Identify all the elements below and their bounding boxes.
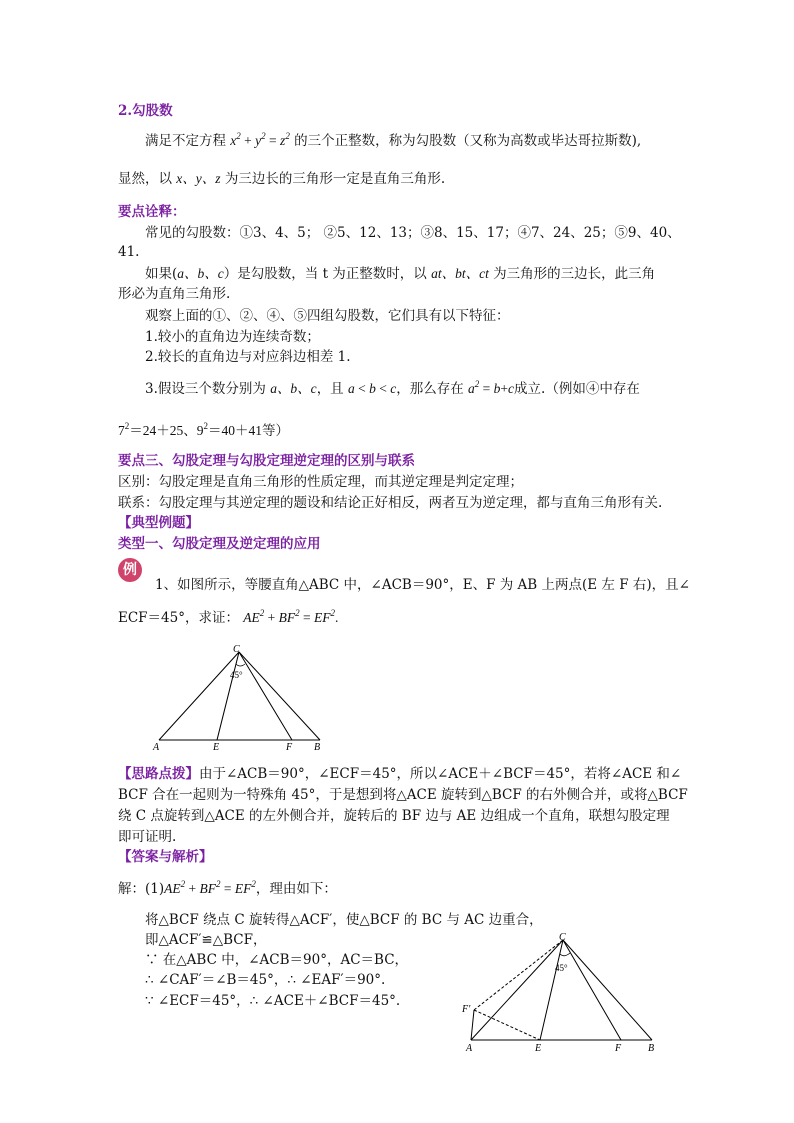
text: 显然，以 — [118, 171, 172, 187]
figure-triangle — [150, 640, 350, 752]
paragraph-line: 41. — [118, 244, 140, 260]
text: ）是勾股数，当 t 为正整数时，以 — [223, 266, 427, 282]
paragraph-line: 形必为直角三角形. — [118, 286, 231, 302]
label-angle: 45° — [230, 670, 243, 680]
label-C: C — [559, 932, 566, 943]
equation: $7^2=24+25$、$9^2=40+41$ — [118, 420, 262, 438]
question-line: ECF＝45°，求证： $AE^2 + BF^2 = EF^2$. — [118, 607, 339, 626]
paragraph-line: 观察上面的①、②、④、⑤四组勾股数，它们具有以下特征： — [145, 308, 510, 324]
hint-line: 绕 C 点旋转到△ACE 的左外侧合并，旋转后的 BF 边与 AE 边组成一个直角，联想勾股定理 — [118, 808, 670, 824]
text: 满足不定方程 — [145, 133, 226, 149]
label-F-prime: F′ — [462, 1004, 471, 1015]
label-A: A — [466, 1043, 473, 1052]
equation: $a^2 = b+c$ — [468, 378, 515, 396]
type-title: 类型一、勾股定理及逆定理的应用 — [118, 536, 321, 552]
text: ，理由如下： — [255, 881, 337, 897]
solution-line: ∵ 在△ABC 中，∠ACB＝90°，AC＝BC， — [145, 952, 409, 968]
paragraph-line: 1.较小的直角边为连续奇数； — [145, 329, 320, 345]
hint-line — [118, 765, 681, 783]
text: 解：(1) — [118, 881, 165, 897]
examples-title: 【典型例题】 — [118, 515, 199, 531]
hint-line: BCF 合在一起则为一特殊角 45°，于是想到将△ACE 旋转到△BCF 的右外侧合并，或将△BCF — [118, 787, 688, 803]
text: 的三个正整数，称为勾股数（又称为高数或毕达哥拉斯数), — [294, 133, 642, 149]
solution-line: ∵ ∠ECF＝45°，∴ ∠ACE＋∠BCF＝45°. — [145, 993, 401, 1009]
paragraph-line: 区别：勾股定理是直角三角形的性质定理，而其逆定理是判定定理； — [118, 474, 523, 490]
text: 3.假设三个数分别为 — [145, 381, 266, 397]
question-line: 1、如图所示，等腰直角△ABC 中，∠ACB＝90°，E、F 为 AB 上两点(E 左 F 右)，且∠ — [155, 577, 690, 593]
answer-label: 【答案与解析】 — [118, 849, 213, 865]
paragraph-line: 联系：勾股定理与其逆定理的题设和结论正好相反，两者互为逆定理，都与直角三角形有关. — [118, 495, 663, 511]
label-angle: 45° — [555, 963, 568, 973]
label-F: F — [286, 742, 293, 752]
paragraph-line — [118, 170, 445, 188]
equation: $AE^2 + BF^2 = EF^2$ — [164, 878, 256, 896]
section-title: 要点三、勾股定理与勾股定理逆定理的区别与联系 — [118, 453, 415, 469]
text: 为三角形的三边长，此三角 — [493, 266, 656, 282]
text: 成立.（例如④中存在 — [514, 381, 640, 397]
solution-line: 即△ACF′≌△BCF， — [145, 932, 267, 948]
label-F: F — [615, 1043, 622, 1052]
label-A: A — [153, 742, 160, 752]
paragraph-line: 常见的勾股数：①3、4、5； ②5、12、13；③8、15、17；④7、24、25；⑤9、40、 — [145, 225, 681, 241]
paragraph-line — [145, 265, 655, 283]
variables: a、b、c — [177, 266, 224, 281]
text: ，且 — [316, 381, 344, 397]
variables: at、bt、ct — [431, 266, 489, 281]
hint-line: 即可证明. — [118, 829, 177, 845]
equation: $AE^2 + BF^2 = EF^2$ — [243, 607, 336, 625]
paragraph-line — [118, 422, 289, 440]
text: ，那么存在 — [396, 381, 464, 397]
text: 为三边长的三角形一定是直角三角形. — [224, 171, 446, 187]
hint-label: 【思路点拨】 — [118, 766, 199, 782]
paragraph-line — [145, 380, 640, 398]
variables: a、b、c — [270, 381, 317, 396]
label-E: E — [213, 742, 220, 752]
paragraph-line — [145, 132, 641, 150]
solution-line: 将△BCF 绕点 C 旋转得△ACF′，使△BCF 的 BC 与 AC 边重合， — [145, 912, 543, 928]
label-B: B — [314, 742, 321, 752]
variables: x、y、z — [176, 171, 221, 186]
text: 如果( — [145, 266, 178, 282]
label-B: B — [648, 1043, 655, 1052]
solution-line — [118, 880, 337, 898]
section-title: 2.勾股数 — [118, 103, 173, 119]
text: 由于∠ACB＝90°，∠ECF＝45°，所以∠ACE＋∠BCF＝45°，若将∠ACE 和∠ — [199, 766, 682, 782]
label-E: E — [535, 1043, 542, 1052]
key-points-title: 要点诠释： — [118, 204, 186, 220]
label-C: C — [233, 644, 240, 655]
inequality: a < b < c — [347, 381, 397, 396]
text: ECF＝45°，求证： — [118, 610, 239, 626]
equation: $x^2 + y^2 = z^2$ — [230, 130, 290, 148]
text: 等） — [262, 423, 289, 439]
figure-rotation — [456, 930, 676, 1052]
solution-line: ∴ ∠CAF′＝∠B＝45°，∴ ∠EAF′＝90°. — [145, 972, 386, 988]
example-badge-icon: 例 — [118, 558, 142, 582]
paragraph-line: 2.较长的直角边与对应斜边相差 1. — [145, 349, 351, 365]
